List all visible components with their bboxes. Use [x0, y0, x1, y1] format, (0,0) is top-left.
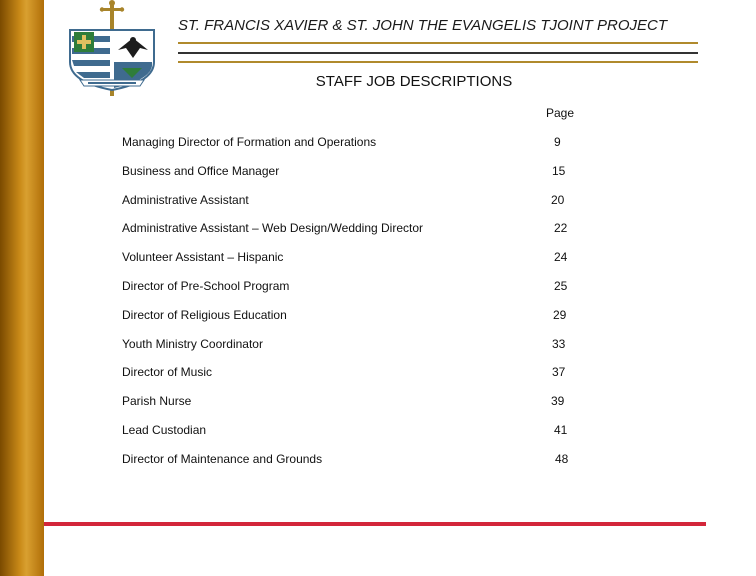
toc-entry-page: 9 [554, 135, 561, 149]
toc-entry-title: Lead Custodian [122, 423, 207, 437]
toc-entry-title: Business and Office Manager [122, 164, 280, 178]
toc-entry-title: Administrative Assistant [122, 193, 249, 207]
toc-entry-title: Director of Religious Education [122, 308, 287, 322]
toc-entry-title: Administrative Assistant – Web Design/Wedding Director [122, 221, 424, 235]
toc-row[interactable] [122, 279, 642, 297]
toc-entry-page: 41 [554, 423, 568, 437]
page-header-title: ST. FRANCIS XAVIER & ST. JOHN THE EVANGELIS TJOINT PROJECT [178, 17, 667, 34]
toc-row[interactable] [122, 308, 642, 326]
toc-row[interactable] [122, 135, 642, 153]
toc-entry-page: 15 [552, 164, 566, 178]
toc-entry-title: Director of Pre-School Program [122, 279, 290, 293]
toc-entry-title: Youth Ministry Coordinator [122, 337, 263, 351]
toc-row[interactable] [122, 423, 642, 441]
toc-entry-page: 29 [553, 308, 567, 322]
toc-row[interactable] [122, 193, 642, 211]
toc-entry-title: Director of Music [122, 365, 213, 379]
section-title: STAFF JOB DESCRIPTIONS [315, 73, 513, 90]
toc-entry-title: Managing Director of Formation and Operations [122, 135, 377, 149]
toc-row[interactable] [122, 250, 642, 268]
toc-entry-page: 37 [552, 365, 566, 379]
toc-row[interactable] [122, 337, 642, 355]
page-column-label: Page [546, 106, 575, 120]
toc-entry-page: 20 [551, 193, 565, 207]
toc-entry-title: Director of Maintenance and Grounds [122, 452, 323, 466]
toc-entry-title: Parish Nurse [122, 394, 192, 408]
toc-entry-page: 22 [554, 221, 568, 235]
footer-rule [44, 522, 706, 526]
toc-entry-title: Volunteer Assistant – Hispanic [122, 250, 284, 264]
toc-row[interactable] [122, 365, 642, 383]
toc-entry-page: 33 [552, 337, 566, 351]
toc-entry-page: 25 [554, 279, 568, 293]
toc-entry-page: 24 [554, 250, 568, 264]
toc-row[interactable] [122, 394, 642, 412]
toc-row[interactable] [122, 164, 642, 182]
toc-row[interactable] [122, 452, 642, 470]
toc-entry-page: 48 [555, 452, 569, 466]
toc-row[interactable] [122, 221, 642, 239]
toc-entry-page: 39 [551, 394, 565, 408]
